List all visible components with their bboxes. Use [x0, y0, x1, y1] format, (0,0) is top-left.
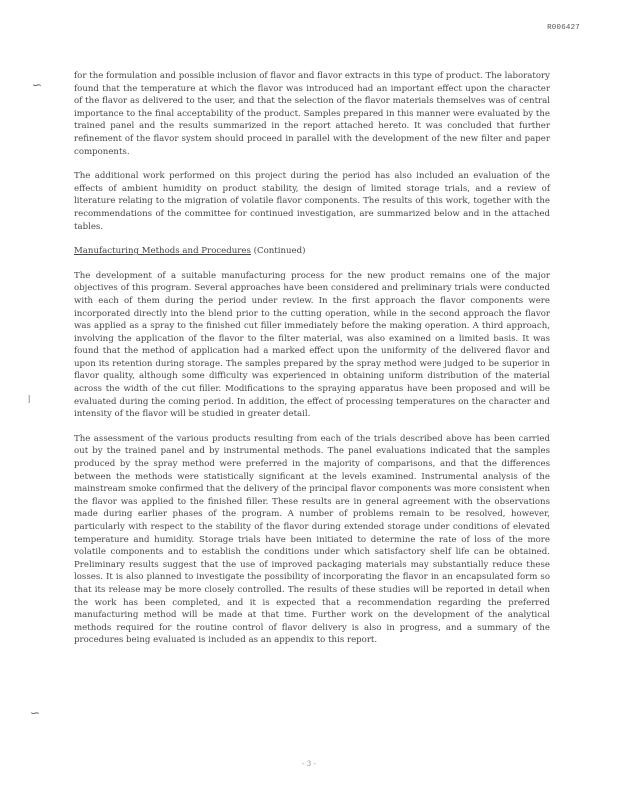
paragraph: The development of a suitable manufacturing process for the new product remains one of the major objectives of this program. Several approaches have been considered and preliminary trials were conducted with each of them during the period under review. In the first approach the flavor components were incorporated directly into the blend prior to the cutting operation, while in the second approach the flavor was applied as a spray to the finished cut filler immediately before the making operation. A third approach, involving the application of the flavor to the filter material, was also examined on a limited basis. It was found that the method of application had a marked effect upon the uniformity of the delivered flavor and upon its retention during storage. The samples prepared by the spray method were judged to be superior in flavor quality, although some difficulty was experienced in obtaining uniform distribution of the material across the width of the cut filler. Modifications to the spraying apparatus have been proposed and will be evaluated during the coming period. In addition, the effect of processing temperatures on the character and intensity of the flavor will be studied in greater detail.	[74, 270, 550, 420]
margin-mark-icon: ∽	[30, 706, 41, 720]
section-title-suffix: (Continued)	[253, 246, 306, 257]
section-heading	[74, 245, 550, 258]
paragraph: The assessment of the various products resulting from each of the trials described above has been carried out by the trained panel and by instrumental methods. The panel evaluations indicated that the samples produced by the spray method were preferred in the majority of comparisons, and that the differences between the methods were statistically significant at the levels examined. Instrumental analysis of the mainstream smoke confirmed that the delivery of the principal flavor components was more consistent when the flavor was applied to the finished filler. These results are in general agreement with the observations made during earlier phases of the program. A number of problems remain to be resolved, however, particularly with respect to the stability of the flavor during extended storage under conditions of elevated temperature and humidity. Storage trials have been initiated to determine the rate of loss of the more volatile components and to establish the conditions under which satisfactory shelf life can be obtained. Preliminary results suggest that the use of improved packaging materials may substantially reduce these losses. It is also planned to investigate the possibility of incorporating the flavor in an encapsulated form so that its release may be more closely controlled. The results of these studies will be reported in detail when the work has been completed, and it is expected that a recommendation regarding the preferred manufacturing method will be made at that time. Further work on the development of the analytical methods required for the routine control of flavor delivery is also in progress, and a summary of the procedures being evaluated is included as an appendix to this report.	[74, 433, 550, 646]
document-body	[74, 70, 550, 647]
page-number: - 3 -	[302, 760, 316, 768]
margin-bracket-icon: ⧘	[28, 392, 31, 406]
bates-number: R006427	[547, 24, 580, 32]
margin-mark-icon: ∽	[32, 78, 43, 92]
paragraph: The additional work performed on this project during the period has also included an evaluation of the effects of ambient humidity on product stability, the design of limited storage trials, and a review of literature relating to the migration of volatile flavor components. The results of this work, together with the recommendations of the committee for continued investigation, are summarized below and in the attached tables.	[74, 171, 550, 232]
section-title: Manufacturing Methods and Procedures	[74, 246, 251, 257]
paragraph: for the formulation and possible inclusion of flavor and flavor extracts in this type of product. The laboratory found that the temperature at which the flavor was introduced had an important effect upon the character of the flavor as delivered to the user, and that the selection of the flavor materials themselves was of central importance to the final acceptability of the product. Samples prepared in this manner were evaluated by the trained panel and the results summarized in the report attached hereto. It was concluded that further refinement of the flavor system should proceed in parallel with the development of the new filter and paper components.	[74, 71, 550, 157]
